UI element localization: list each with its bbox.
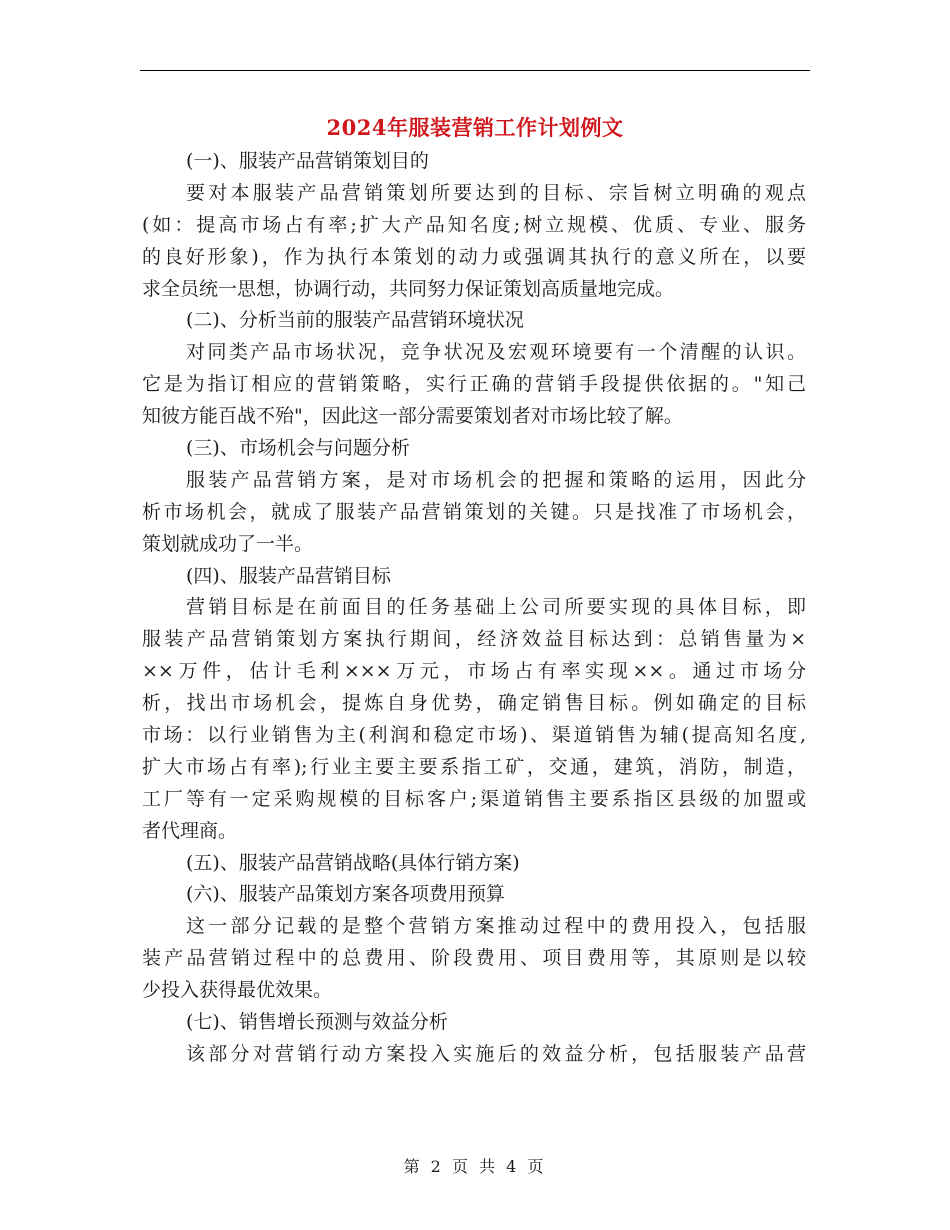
text-line: 者代理商。 bbox=[142, 819, 238, 842]
text-line: (五)、服装产品营销战略(具体行销方案) bbox=[186, 851, 520, 874]
text-line: (如：提高市场占有率;扩大产品知名度;树立规模、优质、专业、服务 bbox=[142, 213, 806, 236]
text-line: 析市场机会，就成了服装产品营销策划的关键。只是找准了市场机会， bbox=[142, 500, 806, 523]
text-line: 该部分对营销行动方案投入实施后的效益分析，包括服装产品营 bbox=[186, 1042, 806, 1065]
text-line: 扩大市场占有率);行业主要主要系指工矿，交通，建筑，消防，制造， bbox=[142, 755, 806, 778]
text-line: 服装产品营销方案，是对市场机会的把握和策略的运用，因此分 bbox=[186, 468, 806, 491]
text-line: 求全员统一思想，协调行动，共同努力保证策划高质量地完成。 bbox=[142, 277, 675, 300]
text-line: 工厂等有一定采购规模的目标客户;渠道销售主要系指区县级的加盟或 bbox=[142, 787, 806, 810]
text-line: 对同类产品市场状况，竞争状况及宏观环境要有一个清醒的认识。 bbox=[186, 341, 806, 364]
text-line: 知彼方能百战不殆"，因此这一部分需要策划者对市场比较了解。 bbox=[142, 405, 683, 428]
header-rule bbox=[140, 70, 810, 71]
text-line: 市场：以行业销售为主(利润和稳定市场)、渠道销售为辅(提高知名度, bbox=[142, 724, 806, 747]
document-title: 2024年服装营销工作计划例文 bbox=[326, 115, 624, 140]
text-line: (一)、服装产品营销策划目的 bbox=[186, 150, 429, 172]
text-line: (二)、分析当前的服装产品营销环境状况 bbox=[186, 309, 524, 332]
text-line: (四)、服装产品营销目标 bbox=[186, 564, 391, 587]
text-line: 装产品营销过程中的总费用、阶段费用、项目费用等，其原则是以较 bbox=[142, 947, 806, 970]
text-line: 少投入获得最优效果。 bbox=[142, 979, 333, 1002]
text-line: 要对本服装产品营销策划所要达到的目标、宗旨树立明确的观点 bbox=[186, 181, 806, 204]
text-line: 这一部分记载的是整个营销方案推动过程中的费用投入，包括服 bbox=[186, 915, 806, 938]
text-line: 它是为指订相应的营销策略，实行正确的营销手段提供依据的。"知己 bbox=[142, 373, 806, 396]
text-line: (七)、销售增长预测与效益分析 bbox=[186, 1011, 448, 1034]
text-line: 析，找出市场机会，提炼自身优势，确定销售目标。例如确定的目标 bbox=[142, 692, 806, 715]
text-line: 的良好形象)，作为执行本策划的动力或强调其执行的意义所在，以要 bbox=[142, 245, 806, 268]
text-line: 策划就成功了一半。 bbox=[142, 532, 314, 555]
text-line: (三)、市场机会与问题分析 bbox=[186, 437, 410, 460]
page-number: 第 2 页 共 4 页 bbox=[403, 1157, 547, 1176]
document-body bbox=[142, 146, 806, 1071]
text-line: ××万件，估计毛利×××万元，市场占有率实现××。通过市场分 bbox=[142, 660, 806, 683]
text-line: (六)、服装产品策划方案各项费用预算 bbox=[186, 883, 505, 906]
text-line: 营销目标是在前面目的任务基础上公司所要实现的具体目标，即 bbox=[186, 596, 806, 619]
text-line: 服装产品营销策划方案执行期间，经济效益目标达到：总销售量为× bbox=[142, 628, 806, 651]
